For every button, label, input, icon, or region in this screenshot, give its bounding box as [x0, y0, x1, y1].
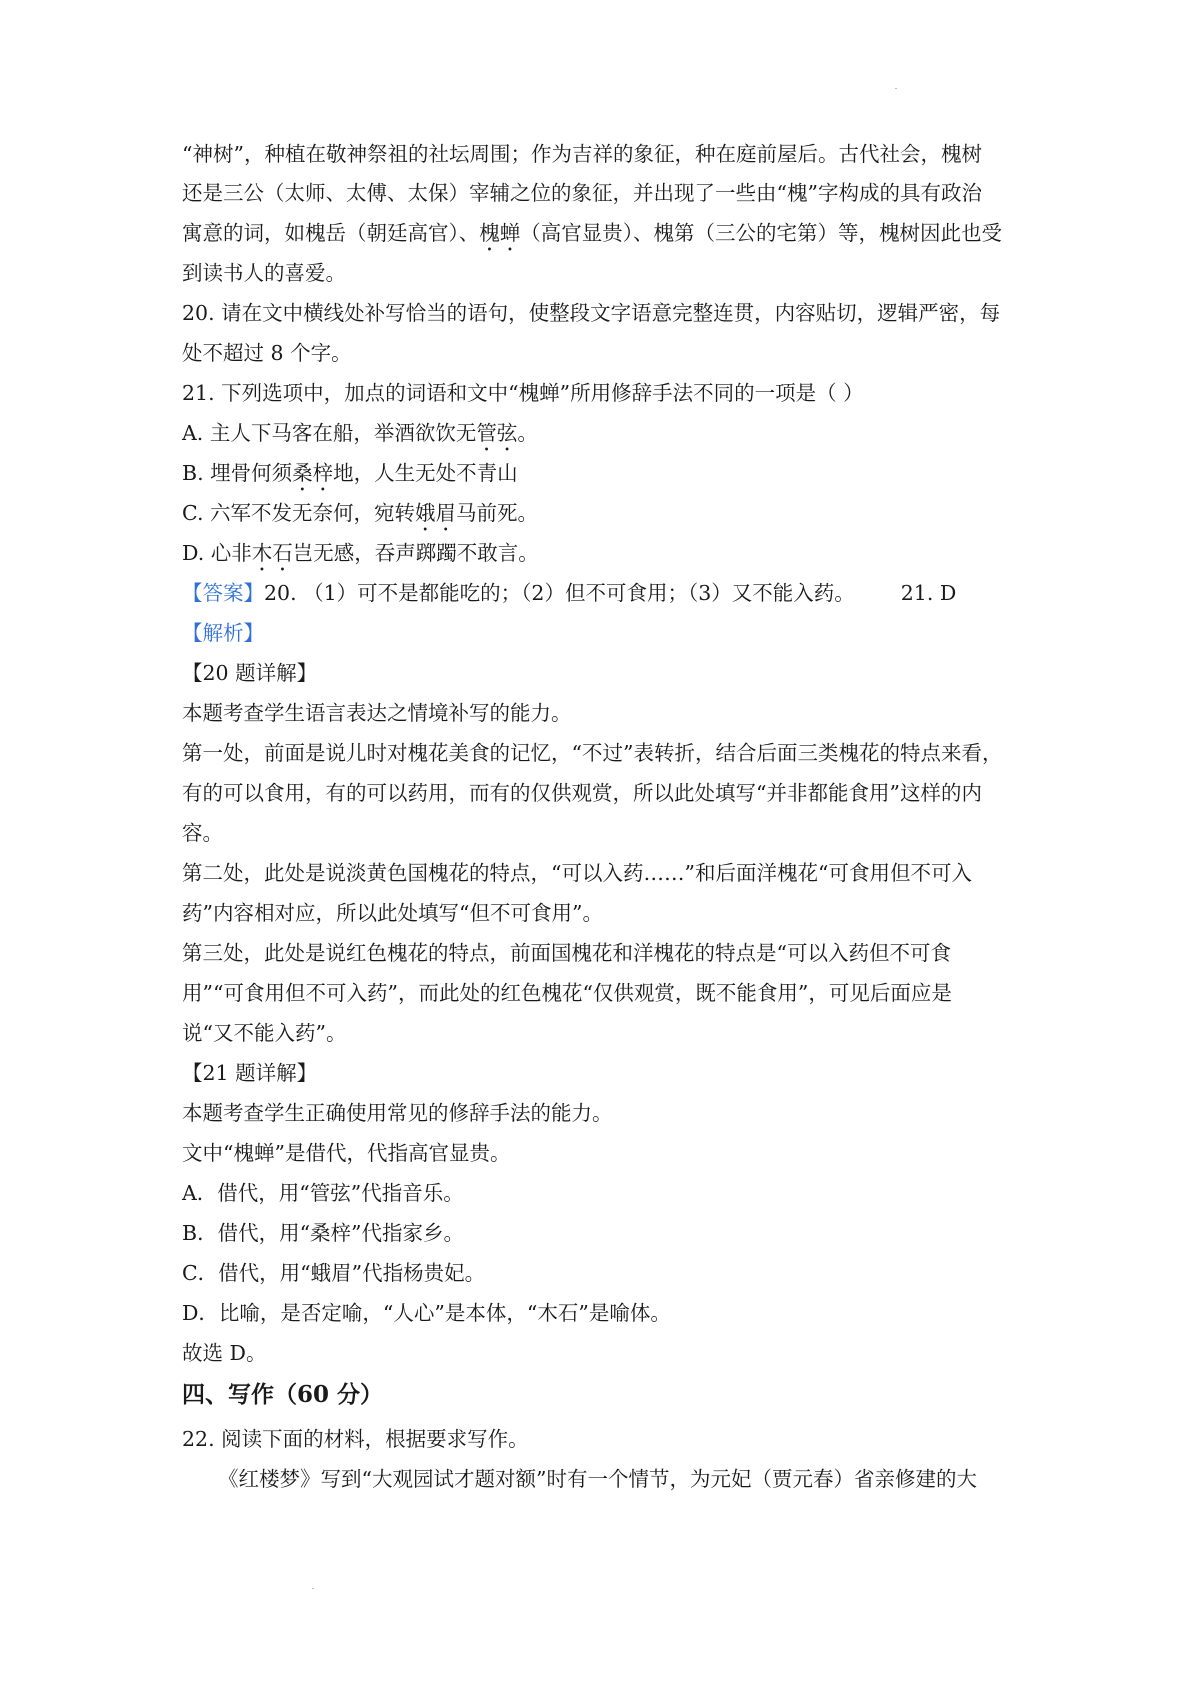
- material-text: 《红楼梦》写到“大观园试才题对额”时有一个情节，为元妃（贾元春）省亲修建的大: [218, 1467, 977, 1491]
- answer-21: 21. D: [900, 581, 957, 605]
- option-text: C. 六军不发无奈何，宛转: [182, 501, 415, 525]
- section-4-heading: 四、写作（60 分）: [182, 1381, 384, 1408]
- passage-text: 寓意的词，如槐岳（朝廷高官）、: [182, 221, 480, 245]
- analysis-text: 第二处，此处是说淡黄色国槐花的特点，“可以入药……”和后面洋槐花“可食用但不可入: [182, 861, 972, 885]
- analysis-option-c: C．借代，用“蛾眉”代指杨贵妃。: [182, 1261, 486, 1285]
- option-a: [182, 418, 1042, 456]
- section-heading-20: 【20 题详解】: [182, 661, 318, 685]
- option-text: 岂无感，吞声踯躅不敢言。: [292, 541, 539, 565]
- emphasized-word: 娥眉: [415, 501, 456, 525]
- analysis-option-d: D．比喻，是否定喻，“人心”是本体，“木石”是喻体。: [182, 1301, 671, 1325]
- option-text: 。: [517, 421, 538, 445]
- option-b: [182, 458, 1042, 496]
- emphasized-word: 管弦: [476, 421, 518, 445]
- analysis-option-b: B．借代，用“桑梓”代指家乡。: [182, 1221, 465, 1245]
- passage-line: [182, 218, 1042, 256]
- analysis-text: 说“又不能入药”。: [182, 1021, 347, 1045]
- analysis-text: 文中“槐蝉”是借代，代指高官显贵。: [182, 1141, 511, 1165]
- option-d: [182, 538, 1042, 576]
- passage-line: “神树”，种植在敬神祭祖的社坛周围；作为吉祥的象征，种在庭前屋后。古代社会，槐树: [182, 142, 982, 166]
- conclusion: 故选 D。: [182, 1341, 267, 1365]
- question-20-line: 处不超过 8 个字。: [182, 341, 352, 365]
- option-text: 地，人生无处不青山: [333, 461, 518, 485]
- question-21-stem: 21. 下列选项中，加点的词语和文中“槐蝉”所用修辞手法不同的一项是（ ）: [182, 381, 864, 405]
- analysis-text: 第一处，前面是说儿时对槐花美食的记忆，“不过”表转折，结合后面三类槐花的特点来看，: [182, 741, 1003, 765]
- analysis-label: 【解析】: [182, 621, 264, 645]
- analysis-text: 药”内容相对应，所以此处填写“但不可食用”。: [182, 901, 603, 925]
- passage-text: （高官显贵）、槐第（三公的宅第）等，槐树因此也受: [520, 221, 1002, 245]
- scan-speck: [895, 88, 897, 89]
- analysis-text: 本题考查学生正确使用常见的修辞手法的能力。: [182, 1101, 613, 1125]
- analysis-text: 第三处，此处是说红色槐花的特点，前面国槐花和洋槐花的特点是“可以入药但不可食: [182, 941, 951, 965]
- analysis-text: 用”“可食用但不可入药”，而此处的红色槐花“仅供观赏，既不能食用”，可见后面应是: [182, 981, 952, 1005]
- option-text: D. 心非: [182, 541, 252, 565]
- analysis-text: 容。: [182, 821, 223, 845]
- passage-line: 到读书人的喜爱。: [182, 261, 346, 285]
- option-text: 马前死。: [456, 501, 538, 525]
- option-text: A. 主人下马客在船，举酒欲饮无: [182, 421, 477, 445]
- answer-text: 20. （1）可不是都能吃的；（2）但不可食用；（3）又不能入药。: [264, 581, 855, 605]
- emphasized-word: 桑梓: [292, 461, 334, 485]
- emphasized-word: 木石: [251, 541, 293, 565]
- analysis-text: 有的可以食用，有的可以药用，而有的仅供观赏，所以此处填写“并非都能食用”这样的内: [182, 781, 982, 805]
- answer-line: [182, 578, 1042, 608]
- section-heading-21: 【21 题详解】: [182, 1061, 318, 1085]
- scan-speck: [312, 1588, 314, 1589]
- analysis-text: 本题考查学生语言表达之情境补写的能力。: [182, 701, 572, 725]
- question-22: 22. 阅读下面的材料，根据要求写作。: [182, 1427, 529, 1451]
- analysis-option-a: A．借代，用“管弦”代指音乐。: [182, 1181, 464, 1205]
- emphasized-word: 槐蝉: [479, 221, 521, 245]
- question-20-line: 20. 请在文中横线处补写恰当的语句，使整段文字语意完整连贯，内容贴切，逻辑严密，每: [182, 301, 1001, 325]
- option-c: [182, 498, 1042, 536]
- answer-label: 【答案】: [182, 581, 264, 605]
- option-text: B. 埋骨何须: [182, 461, 293, 485]
- passage-line: 还是三公（太师、太傅、太保）宰辅之位的象征，并出现了一些由“槐”字构成的具有政治: [182, 181, 982, 205]
